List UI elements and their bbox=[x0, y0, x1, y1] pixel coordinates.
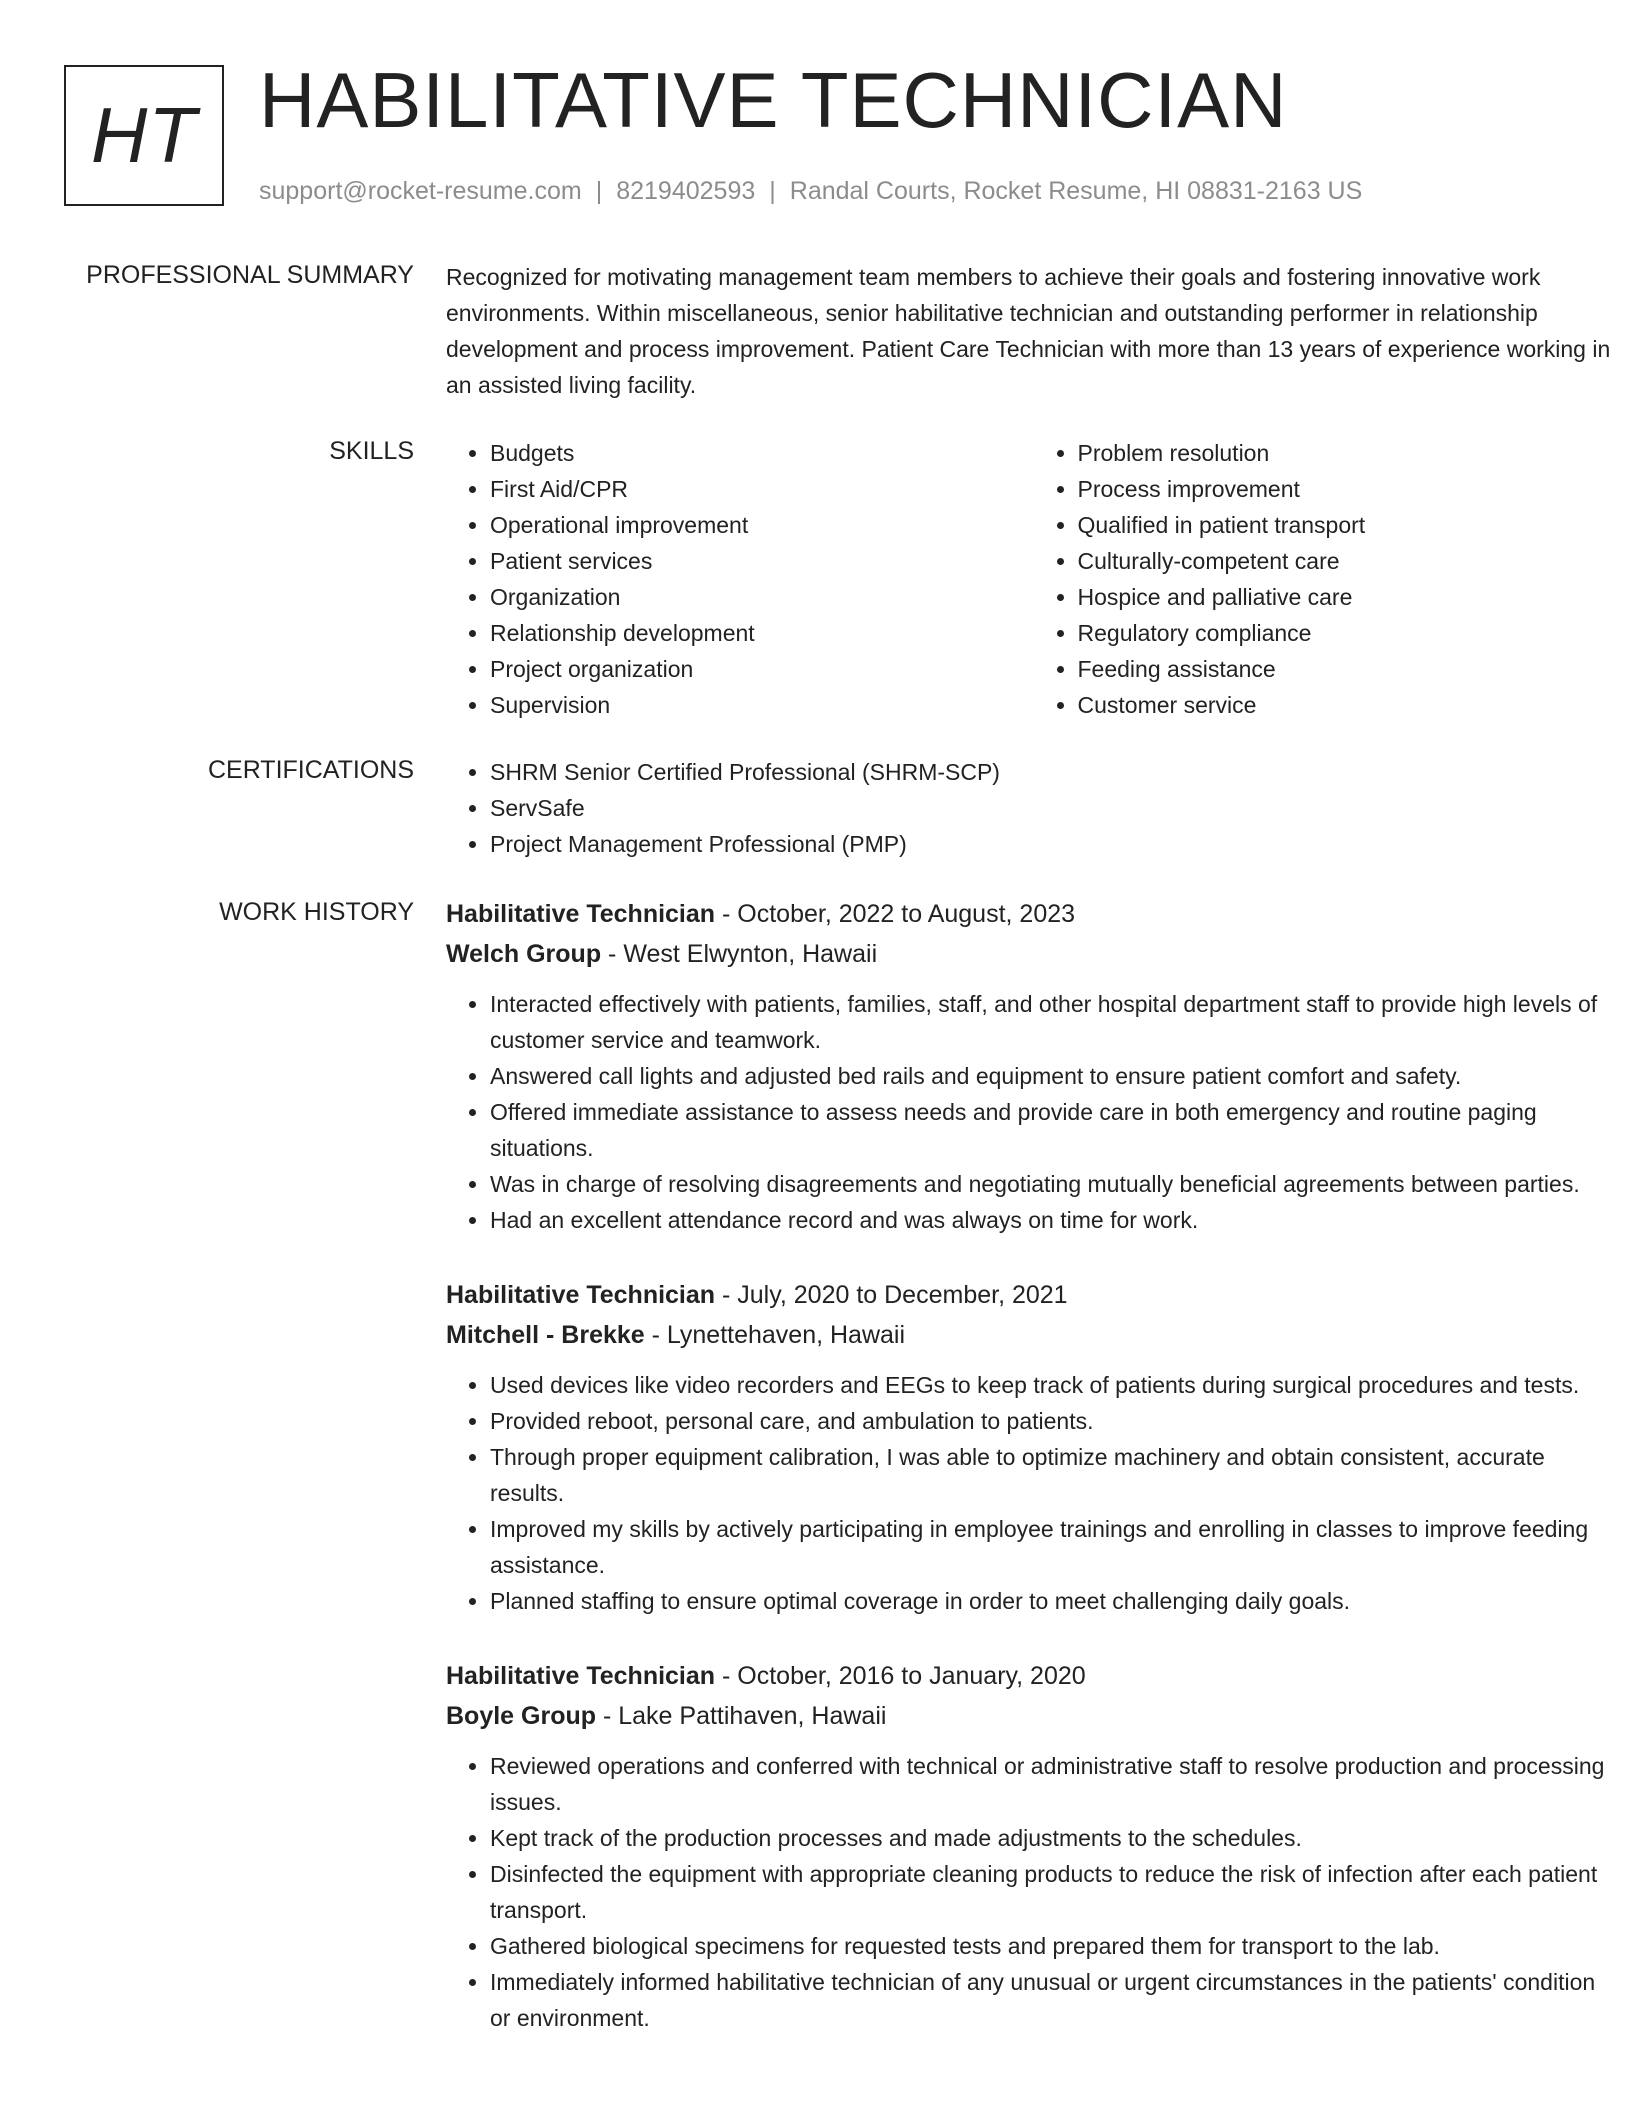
job-entry bbox=[446, 1656, 1621, 2036]
job-entry bbox=[446, 894, 1621, 1238]
skill-item: • Problem resolution bbox=[1078, 435, 1622, 471]
skill-item: • Supervision bbox=[490, 687, 1034, 723]
job-title-line bbox=[446, 1275, 1621, 1315]
skill-item: • Process improvement bbox=[1078, 471, 1622, 507]
skill-item: • Relationship development bbox=[490, 615, 1034, 651]
certifications-heading: CERTIFICATIONS bbox=[207, 756, 414, 784]
skill-item: • Hospice and palliative care bbox=[1078, 579, 1622, 615]
job-company: Boyle Group bbox=[446, 1702, 597, 1730]
skill-item: • Project organization bbox=[490, 651, 1034, 687]
job-duty: • Answered call lights and adjusted bed rails and equipment to ensure patient comfort and safety. bbox=[490, 1058, 1621, 1094]
job-duty: • Disinfected the equipment with appropriate cleaning products to reduce the risk of infection after each patient transport. bbox=[490, 1856, 1621, 1928]
job-duty: • Was in charge of resolving disagreements and negotiating mutually beneficial agreements between parties. bbox=[490, 1166, 1621, 1202]
skill-item: • Operational improvement bbox=[490, 507, 1034, 543]
contact-separator: | bbox=[595, 177, 603, 205]
summary-body bbox=[446, 259, 1621, 403]
skill-item: • First Aid/CPR bbox=[490, 471, 1034, 507]
job-location: - Lake Pattihaven, Hawaii bbox=[596, 1702, 887, 1730]
skill-item: • Culturally-competent care bbox=[1078, 543, 1622, 579]
job-duty: • Planned staffing to ensure optimal coverage in order to meet challenging daily goals. bbox=[490, 1583, 1621, 1619]
certification-item: • SHRM Senior Certified Professional (SHRM-SCP) bbox=[490, 754, 1621, 790]
summary-heading: PROFESSIONAL SUMMARY bbox=[86, 261, 414, 289]
job-entry bbox=[446, 1275, 1621, 1619]
certification-item: • Project Management Professional (PMP) bbox=[490, 826, 1621, 862]
job-duties-list bbox=[446, 1367, 1621, 1619]
contact-address: Randal Courts, Rocket Resume, HI 08831-2163 US bbox=[789, 177, 1363, 205]
skill-item: • Customer service bbox=[1078, 687, 1622, 723]
contact-separator: | bbox=[769, 177, 776, 205]
skills-heading: SKILLS bbox=[329, 437, 414, 465]
skills-body bbox=[446, 435, 1621, 723]
job-duty: • Reviewed operations and conferred with technical or administrative staff to resolve production and processing issues. bbox=[490, 1748, 1621, 1820]
contact-email: support@rocket-resume.com bbox=[259, 177, 582, 205]
job-duty: • Used devices like video recorders and EEGs to keep track of patients during surgical procedures and tests. bbox=[490, 1367, 1621, 1403]
job-duty: • Immediately informed habilitative technician of any unusual or urgent circumstances in the patients' condition or environment. bbox=[490, 1964, 1621, 2036]
job-title: Habilitative Technician bbox=[446, 1281, 716, 1309]
job-title-line bbox=[446, 894, 1621, 934]
job-duty: • Interacted effectively with patients, families, staff, and other hospital department staff to provide high levels of customer service and teamwork. bbox=[490, 986, 1621, 1058]
job-duty: • Offered immediate assistance to assess needs and provide care in both emergency and routine paging situations. bbox=[490, 1094, 1621, 1166]
contact-phone: 8219402593 bbox=[616, 177, 756, 205]
skill-item: • Budgets bbox=[490, 435, 1034, 471]
skill-item: • Patient services bbox=[490, 543, 1034, 579]
job-duty: • Through proper equipment calibration, I was able to optimize machinery and obtain consistent, accurate results. bbox=[490, 1439, 1621, 1511]
job-duties-list bbox=[446, 986, 1621, 1238]
initials-monogram: HT bbox=[64, 65, 224, 206]
job-company-line bbox=[446, 1696, 1621, 1736]
job-title-line bbox=[446, 1656, 1621, 1696]
skill-item: • Feeding assistance bbox=[1078, 651, 1622, 687]
job-company: Welch Group bbox=[446, 940, 602, 968]
job-duty: • Had an excellent attendance record and was always on time for work. bbox=[490, 1202, 1621, 1238]
job-duty: • Improved my skills by actively participating in employee trainings and enrolling in classes to improve feeding assistance. bbox=[490, 1511, 1621, 1583]
skills-list-left bbox=[446, 435, 1034, 723]
job-dates: - October, 2022 to August, 2023 bbox=[715, 900, 1076, 928]
page-title: HABILITATIVE TECHNICIAN bbox=[259, 56, 1288, 144]
contact-line bbox=[259, 174, 1362, 208]
job-title: Habilitative Technician bbox=[446, 900, 716, 928]
job-duties-list bbox=[446, 1748, 1621, 2036]
job-title: Habilitative Technician bbox=[446, 1662, 716, 1690]
job-duty: • Provided reboot, personal care, and ambulation to patients. bbox=[490, 1403, 1621, 1439]
job-duty: • Gathered biological specimens for requested tests and prepared them for transport to the lab. bbox=[490, 1928, 1621, 1964]
job-company-line bbox=[446, 1315, 1621, 1355]
certifications-list bbox=[446, 754, 1621, 862]
job-company: Mitchell - Brekke bbox=[446, 1321, 645, 1349]
certification-item: • ServSafe bbox=[490, 790, 1621, 826]
job-dates: - July, 2020 to December, 2021 bbox=[715, 1281, 1068, 1309]
skill-item: • Qualified in patient transport bbox=[1078, 507, 1622, 543]
skill-item: • Organization bbox=[490, 579, 1034, 615]
job-dates: - October, 2016 to January, 2020 bbox=[715, 1662, 1086, 1690]
job-location: - West Elwynton, Hawaii bbox=[601, 940, 878, 968]
job-location: - Lynettehaven, Hawaii bbox=[644, 1321, 906, 1349]
work-history-heading: WORK HISTORY bbox=[219, 898, 414, 926]
work-history-body bbox=[446, 894, 1621, 2073]
skill-item: • Regulatory compliance bbox=[1078, 615, 1622, 651]
skills-list-right bbox=[1034, 435, 1622, 723]
job-duty: • Kept track of the production processes and made adjustments to the schedules. bbox=[490, 1820, 1621, 1856]
certifications-body bbox=[446, 754, 1621, 862]
job-company-line bbox=[446, 934, 1621, 974]
summary-text: Recognized for motivating management team members to achieve their goals and fostering innovative work environments. Within miscellaneous, senior habilitative technician and outstanding performer in relationship development and process improvement. Patient Care Technician with more than 13 years of experience working in an assisted living facility. bbox=[446, 264, 1611, 398]
